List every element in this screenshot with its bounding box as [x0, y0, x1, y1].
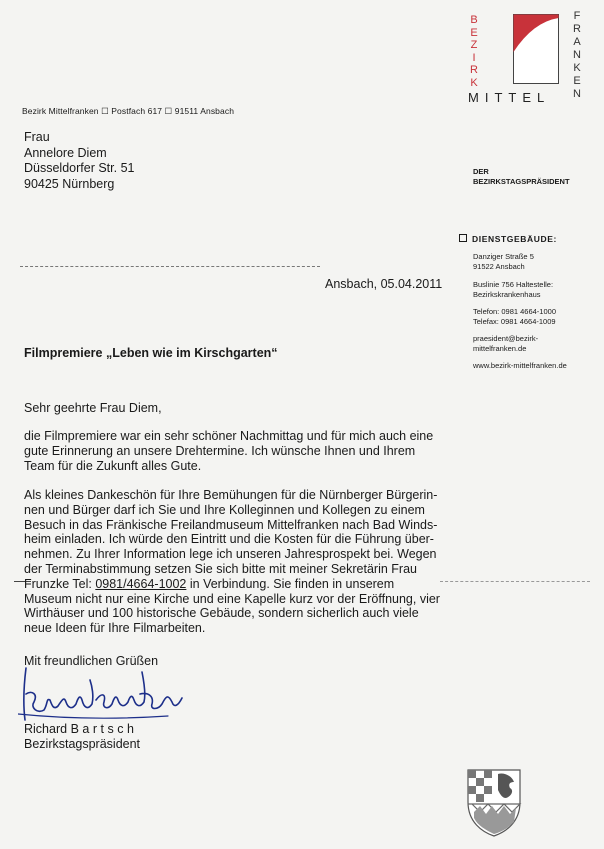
signer-first-name: Richard	[24, 722, 68, 736]
paragraph-line: der Terminabstimmung setzen Sie sich bitte mit meiner Sekretärin Frau	[24, 561, 417, 576]
phone-info	[473, 307, 556, 326]
dienstgebaeude-label: DIENSTGEBÄUDE:	[472, 234, 557, 244]
email-info	[473, 334, 538, 353]
logo-letter: R	[470, 64, 478, 76]
bus-info	[473, 280, 553, 299]
recipient-line: Frau	[24, 130, 50, 144]
logo-letter: E	[470, 26, 478, 39]
paragraph-2	[24, 488, 474, 636]
signer-block	[24, 722, 140, 752]
recipient-line: 90425 Nürnberg	[24, 176, 115, 191]
bus-line: Buslinie 756 Haltestelle:	[473, 280, 554, 289]
recipient-line: Düsseldorfer Str. 51	[24, 161, 135, 175]
office-street: Danziger Straße 5	[473, 252, 534, 261]
bus-stop: Bezirkskrankenhaus	[473, 289, 541, 299]
paragraph-1	[24, 429, 474, 473]
signer-name	[24, 722, 140, 737]
sender-line: Bezirk Mittelfranken ☐ Postfach 617 ☐ 91511 Ansbach	[22, 106, 235, 116]
office-address	[473, 252, 534, 271]
logo-letter: Z	[470, 39, 478, 51]
website: www.bezirk-mittelfranken.de	[473, 361, 567, 370]
logo-letter: K	[573, 62, 581, 74]
telefax: Telefax: 0981 4664-1009	[473, 316, 556, 326]
letter-date: Ansbach, 05.04.2011	[325, 277, 443, 291]
office-city: 91522 Ansbach	[473, 261, 525, 271]
paragraph-line: gute Erinnerung an unsere Drehtermine. Ich wünsche Ihnen und Ihrem	[24, 443, 416, 458]
recipient-line: Annelore Diem	[24, 145, 107, 160]
paragraph-line: nehmen. Zu Ihrer Information lege ich unseren Jahresprospekt bei. Wegen	[24, 547, 437, 562]
paragraph-line: Als kleines Dankeschön für Ihre Bemühungen für die Nürnberger Bürgerin-	[24, 488, 438, 502]
phone-prefix: Frunzke Tel:	[24, 576, 96, 591]
logo-letter: N	[573, 49, 581, 61]
recipient-address	[24, 130, 134, 192]
logo-letter: A	[573, 36, 581, 48]
paragraph-line: Wirthäuser und 100 historische Gebäude, sondern sicherlich auch viele	[24, 606, 419, 621]
fold-mark	[20, 266, 320, 267]
email-line: praesident@bezirk-	[473, 334, 539, 343]
paragraph-line: nen und Bürger darf ich Sie und Ihre Kolleginnen und Kollegen zu einem	[24, 502, 425, 517]
salutation: Sehr geehrte Frau Diem,	[24, 401, 162, 415]
logo-letter: N	[573, 88, 581, 100]
paragraph-line	[24, 577, 474, 592]
paragraph-line: Team für die Zukunft alles Gute.	[24, 458, 202, 473]
paragraph-line: heim einladen. Ich würde den Eintritt und die Kosten für die Führung über-	[24, 532, 434, 547]
logo-letter: I	[472, 51, 476, 64]
logo-letter: F	[573, 10, 581, 22]
signer-last-name: Bartsch	[70, 722, 138, 736]
office-title-der: DER	[473, 167, 489, 176]
secretary-phone: 0981/4664-1002	[95, 576, 187, 591]
logo-letter: K	[470, 76, 478, 89]
logo-letter: E	[573, 75, 581, 87]
checkbox-square-icon	[459, 234, 467, 242]
office-title	[473, 167, 570, 187]
paragraph-line: die Filmpremiere war ein sehr schöner Nachmittag und für mich auch eine	[24, 429, 434, 443]
office-title-name: BEZIRKSTAGSPRÄSIDENT	[473, 177, 570, 186]
paragraph-line: neue Ideen für Ihre Filmarbeiten.	[24, 621, 206, 636]
paragraph-line: Museum nicht nur eine Kirche und eine Kapelle kurz vor der Eröffnung, vier	[24, 591, 440, 606]
closing: Mit freundlichen Grüßen	[24, 654, 159, 668]
logo-emblem	[513, 14, 559, 84]
letter-subject: Filmpremiere „Leben wie im Kirschgarten“	[24, 346, 278, 360]
logo-bottom-text: MITTEL	[468, 90, 551, 105]
coat-of-arms-crest	[466, 768, 522, 838]
logo-vertical-right-text	[570, 10, 584, 101]
logo-vertical-left-text	[467, 14, 481, 89]
logo-letter: R	[573, 23, 581, 35]
email-line: mittelfranken.de	[473, 343, 527, 353]
signer-title: Bezirkstagspräsident	[24, 737, 141, 751]
telephone: Telefon: 0981 4664-1000	[473, 307, 556, 316]
phone-suffix: in Verbindung. Sie finden in unserem	[186, 576, 395, 591]
logo-letter: B	[470, 14, 478, 26]
dienstgebaeude-heading	[459, 234, 557, 244]
paragraph-line: Besuch in das Fränkische Freilandmuseum Mittelfranken nach Bad Winds-	[24, 517, 438, 532]
handwritten-signature	[18, 664, 188, 728]
